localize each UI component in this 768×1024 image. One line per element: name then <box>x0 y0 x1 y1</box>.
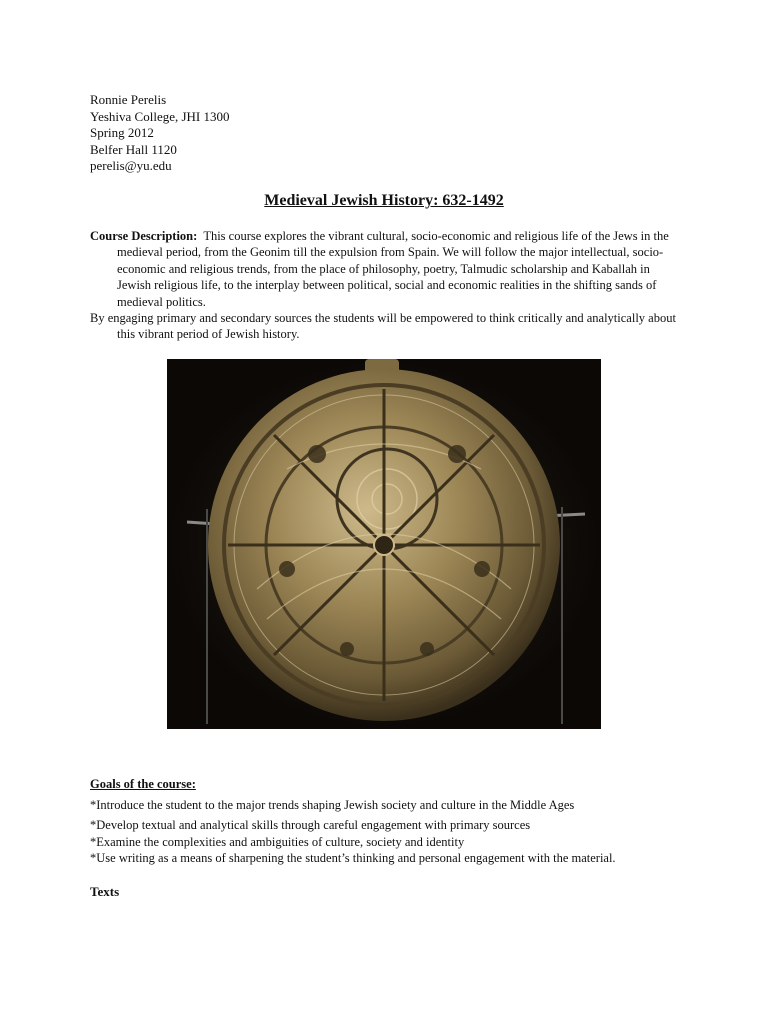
description-text: This course explores the vibrant cultural, socio-economic and religious life of the Jews in the medieval period, from the Geonim till the expulsion from Spain. We will follow the major intellectual, socio-economic and religious trends, from the place of philosophy, poetry, Talmudic scholarship and Kaballah in Jewish religious life, to the interplay between political, social and economic realities in the shifting sands of medieval politics. <box>117 229 669 309</box>
office: Belfer Hall 1120 <box>90 141 177 157</box>
description-label: Course Description: <box>90 229 198 243</box>
header-block <box>90 92 230 175</box>
goal-item: *Examine the complexities and ambiguities of culture, society and identity <box>90 834 465 849</box>
goals-heading: Goals of the course: <box>90 777 196 791</box>
course-description <box>90 228 680 343</box>
goal-item: *Use writing as a means of sharpening the student’s thinking and personal engagement with the material. <box>90 850 616 865</box>
description-paragraph-2: By engaging primary and secondary sources the students will be empowered to think critically and analytically about this vibrant period of Jewish history. <box>90 311 676 342</box>
description-paragraph <box>90 228 680 310</box>
email: perelis@yu.edu <box>90 158 172 174</box>
instructor-name: Ronnie Perelis <box>90 92 167 107</box>
term: Spring 2012 <box>90 125 154 141</box>
goal-item: *Develop textual and analytical skills through careful engagement with primary sources <box>90 818 531 833</box>
course-code: Yeshiva College, JHI 1300 <box>90 108 230 124</box>
astrolabe-illustration <box>167 359 601 729</box>
page-title: Medieval Jewish History: 632-1492 <box>264 192 504 209</box>
goals-section <box>90 776 690 866</box>
astrolabe-photo <box>167 359 601 729</box>
goal-item: *Introduce the student to the major trends shaping Jewish society and culture in the Middle Ages <box>90 798 575 813</box>
texts-heading: Texts <box>90 884 120 899</box>
